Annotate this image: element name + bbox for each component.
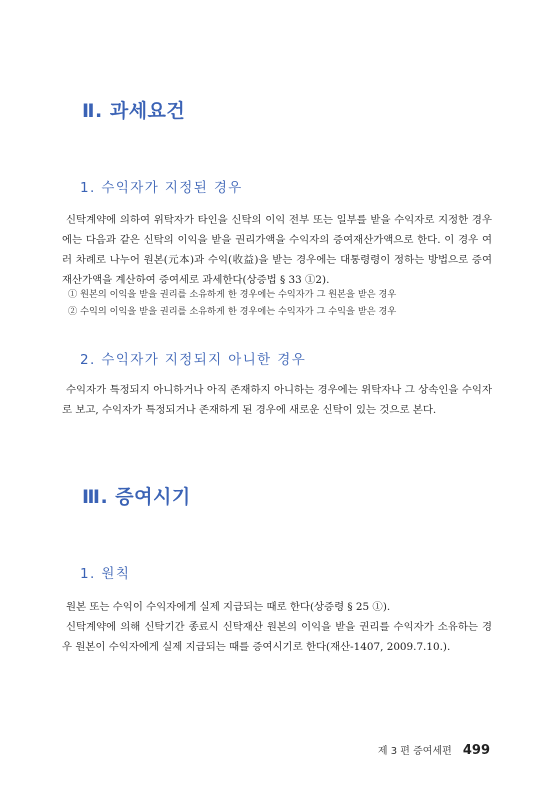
paragraph-2-1	[62, 210, 492, 290]
paragraph-3-1-line1: 원본 또는 수익이 수익자에게 실제 지급되는 때로 한다(상증령 § 25 ①).	[66, 601, 391, 613]
subsection-heading-2-1: 1. 수익자가 지정된 경우	[80, 180, 243, 196]
paragraph-3-1	[62, 597, 492, 657]
footer-part-label: 제 3 편 증여세편	[377, 746, 452, 757]
page-footer	[360, 739, 490, 758]
list-2-1	[68, 286, 488, 320]
paragraph-2-2	[62, 380, 492, 420]
list-item: ② 수익의 이익을 받을 권리를 소유하게 한 경우에는 수익자가 그 수익을 받은 경우	[68, 306, 397, 317]
section-heading-3: Ⅲ. 증여시기	[82, 486, 191, 508]
paragraph-3-1-line2: 신탁계약에 의해 신탁기간 종료시 신탁재산 원본의 이익을 받을 권리를 수익자가 소유하는 경우 원본이 수익자에게 실제 지급되는 때를 증여시기로 한다(재산-1407, 2009.7.10.).	[62, 621, 492, 653]
subsection-heading-2-2: 2. 수익자가 지정되지 아니한 경우	[80, 352, 307, 368]
section-heading-2: Ⅱ. 과세요건	[82, 100, 186, 122]
paragraph-2-1-text: 신탁계약에 의하여 위탁자가 타인을 신탁의 이익 전부 또는 일부를 받을 수익자로 지정한 경우에는 다음과 같은 신탁의 이익을 받을 권리가액을 수익자의 증여재산가액으로 한다. 이 경우 여러 차례로 나누어 원본(元本)과 수익(收益)을 받는 경우에는 대통령령이 정하는 방법으로 증여재산가액을 계산하여 증여세로 과세한다(상증법 § 33 ①2).	[62, 214, 492, 286]
page-number: 499	[462, 743, 490, 758]
subsection-heading-3-1: 1. 원칙	[80, 566, 131, 582]
list-item: ① 원본의 이익을 받을 권리를 소유하게 한 경우에는 수익자가 그 원본을 받은 경우	[68, 289, 397, 300]
paragraph-2-2-text: 수익자가 특정되지 아니하거나 아직 존재하지 아니하는 경우에는 위탁자나 그 상속인을 수익자로 보고, 수익자가 특정되거나 존재하게 된 경우에 새로운 신탁이 있는 것으로 본다.	[62, 384, 492, 416]
